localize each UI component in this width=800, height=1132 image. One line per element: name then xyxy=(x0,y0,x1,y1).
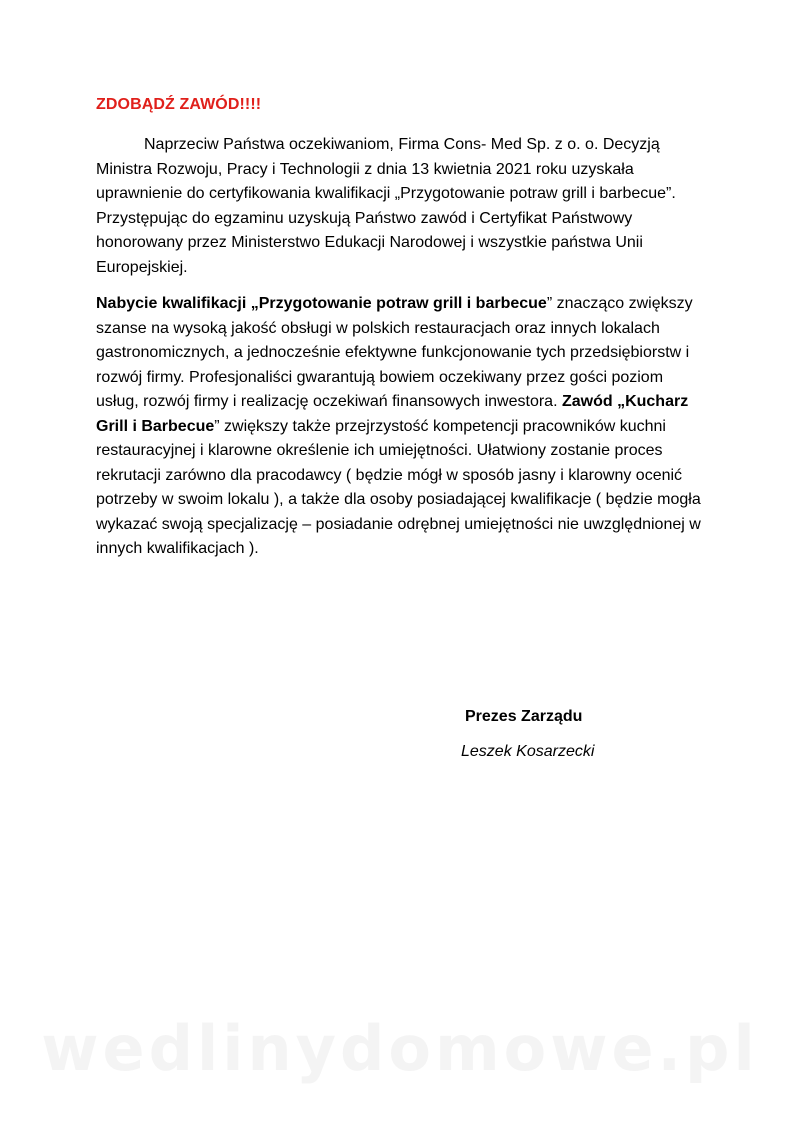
qualification-bold-lead: Nabycie kwalifikacji „Przygotowanie potraw grill i barbecue xyxy=(96,295,547,312)
watermark-logo: wedlinydomowe.pl xyxy=(41,1012,759,1085)
page-heading: ZDOBĄDŹ ZAWÓD!!!! xyxy=(96,96,262,113)
signature-title: Prezes Zarządu xyxy=(465,708,583,725)
qualification-paragraph xyxy=(96,292,702,562)
qualification-text-b: ” zwiększy także przejrzystość kompetencji pracowników kuchni restauracyjnej i klarowne określenie ich umiejętności. Ułatwiony zostanie proces rekrutacji zarówno dla pracodawcy ( będzie mógł w sposób jasny i klarowny ocenić potrzeby w swoim lokalu ), a także dla osoby posiadającej kwalifikacje ( będzie mogła wykazać swoją specjalizację – posiadanie odrębnej umiejętności nie uwzględnionej w innych kwalifikacjach ). xyxy=(96,417,701,557)
intro-paragraph: Naprzeciw Państwa oczekiwaniom, Firma Cons- Med Sp. z o. o. Decyzją Ministra Rozwoju, Pracy i Technologii z dnia 13 kwietnia 2021 roku uzyskała uprawnienie do certyfikowania kwalifikacji „Przygotowanie potraw grill i barbecue”. Przystępując do egzaminu uzyskują Państwo zawód i Certyfikat Państwowy honorowany przez Ministerstwo Edukacji Narodowej i wszystkie państwa Unii Europejskiej. xyxy=(96,136,676,276)
profession-bold-name: Zawód „Kucharz Grill i Barbecue xyxy=(96,393,689,435)
signature-name: Leszek Kosarzecki xyxy=(461,743,595,760)
qualification-text-a: ” znacząco zwiększy szanse na wysoką jakość obsługi w polskich restauracjach oraz innych lokalach gastronomicznych, a jednocześnie efektywne funkcjonowanie tych przedsiębiorstw i rozwój firmy. Profesjonaliści gwarantują bowiem oczekiwany przez gości poziom usług, rozwój firmy i realizację oczekiwań finansowych inwestora. xyxy=(96,295,693,410)
